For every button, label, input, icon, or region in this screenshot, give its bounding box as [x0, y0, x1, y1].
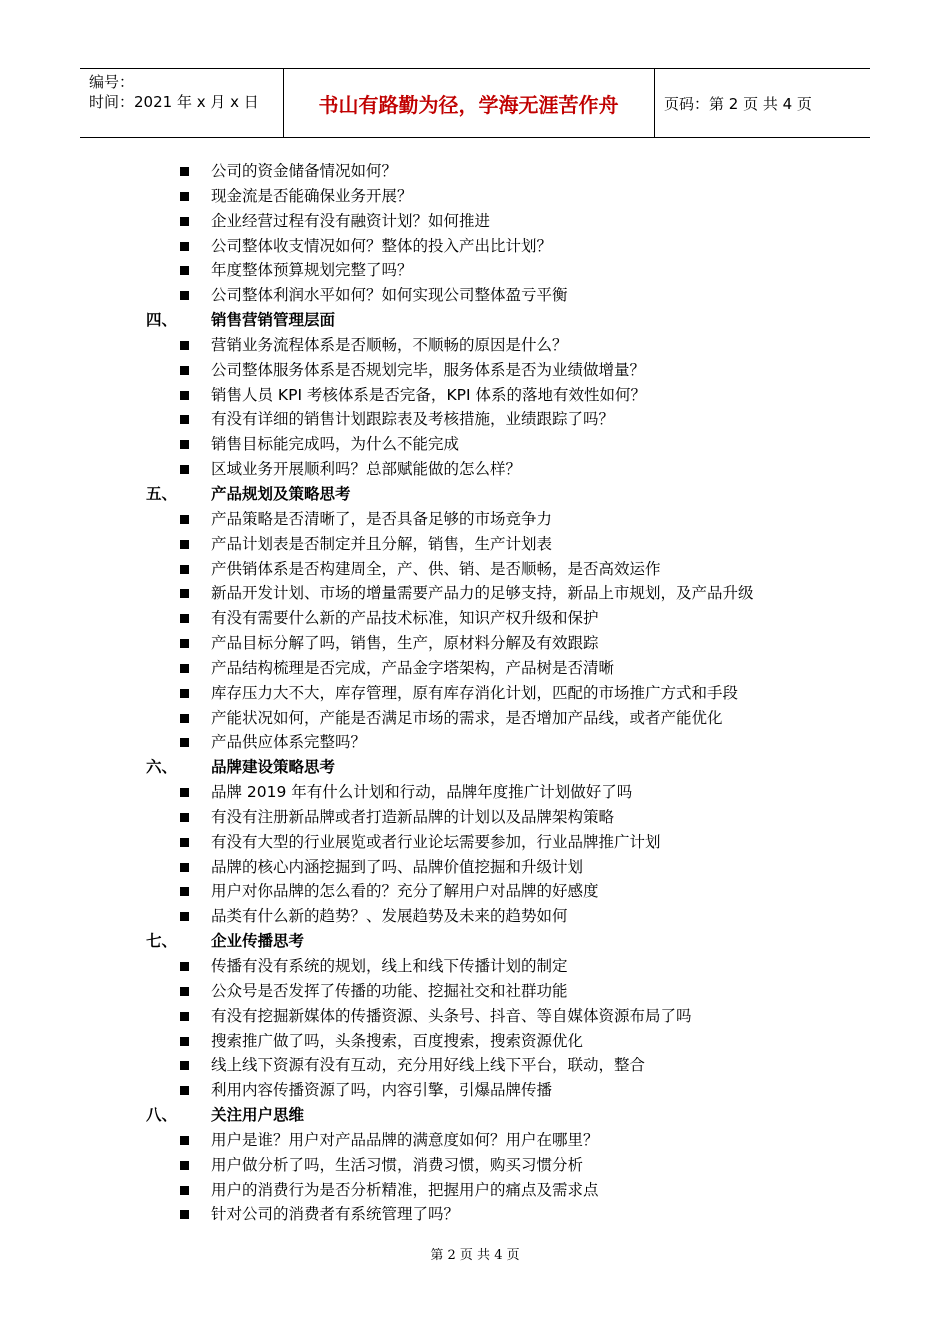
- square-bullet-icon: [180, 813, 189, 822]
- square-bullet-icon: [180, 863, 189, 872]
- square-bullet-icon: [180, 912, 189, 921]
- list-item-text: 产能状况如何，产能是否满足市场的需求，是否增加产品线，或者产能优化: [211, 708, 723, 727]
- list-item: [0, 879, 950, 904]
- square-bullet-icon: [180, 540, 189, 549]
- list-item-text: 产品供应体系完整吗？: [211, 733, 367, 752]
- list-item: [0, 333, 950, 358]
- list-item: [0, 1202, 950, 1227]
- motto: 书山有路勤为径，学海无涯苦作舟: [318, 93, 619, 117]
- list-item-text: 库存压力大不大，库存管理，原有库存消化计划，匹配的市场推广方式和手段: [211, 683, 739, 702]
- section-title: 企业传播思考: [211, 932, 305, 951]
- header-info-cell: [80, 69, 284, 137]
- page-info: 页码：第 2 页 共 4 页: [664, 95, 812, 113]
- square-bullet-icon: [180, 1210, 189, 1219]
- list-item: [0, 730, 950, 755]
- list-item: [0, 904, 950, 929]
- section-title: 销售营销管理层面: [211, 311, 336, 330]
- list-item: [0, 1128, 950, 1153]
- section-number: 六、: [146, 758, 178, 777]
- list-item: [0, 1178, 950, 1203]
- list-item-text: 销售目标能完成吗，为什么不能完成: [211, 435, 460, 454]
- date-label: 时间：2021 年 x 月 x 日: [89, 93, 259, 111]
- list-item-text: 产品目标分解了吗，销售，生产，原材料分解及有效跟踪: [211, 634, 599, 653]
- list-item: [0, 606, 950, 631]
- square-bullet-icon: [180, 788, 189, 797]
- list-item-text: 品牌的核心内涵挖掘到了吗、品牌价值挖掘和升级计划: [211, 857, 584, 876]
- list-item: [0, 681, 950, 706]
- square-bullet-icon: [180, 440, 189, 449]
- list-item: [0, 1029, 950, 1054]
- list-item: [0, 532, 950, 557]
- list-item-text: 品类有什么新的趋势？、发展趋势及未来的趋势如何: [211, 907, 568, 926]
- list-item-text: 产供销体系是否构建周全，产、供、销、是否顺畅，是否高效运作: [211, 559, 661, 578]
- square-bullet-icon: [180, 565, 189, 574]
- list-item-text: 用户做分析了吗，生活习惯，消费习惯，购买习惯分析: [211, 1155, 584, 1174]
- list-item-text: 年度整体预算规划完整了吗？: [211, 261, 413, 280]
- list-item-text: 线上线下资源有没有互动，充分用好线上线下平台，联动，整合: [211, 1056, 646, 1075]
- list-item-text: 企业经营过程有没有融资计划？如何推进: [211, 211, 491, 230]
- page-header: [80, 68, 870, 138]
- square-bullet-icon: [180, 1136, 189, 1145]
- list-item: [0, 1153, 950, 1178]
- header-motto-cell: [283, 69, 655, 137]
- list-item: [0, 184, 950, 209]
- list-item: [0, 631, 950, 656]
- square-bullet-icon: [180, 838, 189, 847]
- list-item: [0, 706, 950, 731]
- list-item: [0, 209, 950, 234]
- list-item: [0, 457, 950, 482]
- list-item-text: 产品结构梳理是否完成，产品金字塔架构，产品树是否清晰: [211, 658, 615, 677]
- square-bullet-icon: [180, 1012, 189, 1021]
- list-item-text: 有没有详细的销售计划跟踪表及考核措施，业绩跟踪了吗？: [211, 410, 615, 429]
- list-item-text: 品牌 2019 年有什么计划和行动，品牌年度推广计划做好了吗: [211, 783, 633, 802]
- section-number: 四、: [146, 311, 178, 330]
- square-bullet-icon: [180, 242, 189, 251]
- number-label: 编号：: [89, 73, 135, 91]
- section-title: 产品规划及策略思考: [211, 484, 351, 503]
- square-bullet-icon: [180, 664, 189, 673]
- list-item: [0, 159, 950, 184]
- list-item: [0, 855, 950, 880]
- square-bullet-icon: [180, 167, 189, 176]
- list-item: [0, 407, 950, 432]
- list-item: [0, 234, 950, 259]
- list-item-text: 公司整体服务体系是否规划完毕，服务体系是否为业绩做增量？: [211, 360, 646, 379]
- list-item-text: 区域业务开展顺利吗？总部赋能做的怎么样？: [211, 460, 522, 479]
- list-item-text: 有没有挖掘新媒体的传播资源、头条号、抖音、等自媒体资源布局了吗: [211, 1006, 692, 1025]
- list-item: [0, 1053, 950, 1078]
- list-item-text: 产品计划表是否制定并且分解，销售，生产计划表: [211, 534, 553, 553]
- list-item: [0, 258, 950, 283]
- square-bullet-icon: [180, 962, 189, 971]
- list-item: [0, 1078, 950, 1103]
- square-bullet-icon: [180, 415, 189, 424]
- header-page-cell: [655, 69, 870, 137]
- list-item: [0, 954, 950, 979]
- list-item-text: 搜索推广做了吗，头条搜索，百度搜索，搜索资源优化: [211, 1031, 584, 1050]
- list-item-text: 用户是谁？用户对产品品牌的满意度如何？用户在哪里？: [211, 1130, 599, 1149]
- section-title: 品牌建设策略思考: [211, 758, 336, 777]
- square-bullet-icon: [180, 614, 189, 623]
- page-footer: 第 2 页 共 4 页: [430, 1248, 520, 1263]
- square-bullet-icon: [180, 714, 189, 723]
- list-item: [0, 780, 950, 805]
- square-bullet-icon: [180, 391, 189, 400]
- list-item-text: 针对公司的消费者有系统管理了吗？: [211, 1205, 460, 1224]
- square-bullet-icon: [180, 987, 189, 996]
- square-bullet-icon: [180, 738, 189, 747]
- list-item-text: 用户对你品牌的怎么看的？充分了解用户对品牌的好感度: [211, 882, 599, 901]
- square-bullet-icon: [180, 291, 189, 300]
- square-bullet-icon: [180, 639, 189, 648]
- square-bullet-icon: [180, 1086, 189, 1095]
- list-item-text: 产品策略是否清晰了，是否具备足够的市场竞争力: [211, 509, 553, 528]
- list-item: [0, 805, 950, 830]
- square-bullet-icon: [180, 589, 189, 598]
- list-item: [0, 557, 950, 582]
- list-item: [0, 283, 950, 308]
- list-item-text: 有没有大型的行业展览或者行业论坛需要参加，行业品牌推广计划: [211, 832, 661, 851]
- square-bullet-icon: [180, 217, 189, 226]
- list-item: [0, 432, 950, 457]
- list-item-text: 利用内容传播资源了吗，内容引擎，引爆品牌传播: [211, 1081, 553, 1100]
- list-item: [0, 383, 950, 408]
- list-item-text: 公司整体收支情况如何？整体的投入产出比计划？: [211, 236, 553, 255]
- section-heading: [0, 1103, 950, 1128]
- square-bullet-icon: [180, 887, 189, 896]
- section-heading: [0, 308, 950, 333]
- list-item-text: 公司整体利润水平如何？如何实现公司整体盈亏平衡: [211, 286, 568, 305]
- list-item-text: 用户的消费行为是否分析精准，把握用户的痛点及需求点: [211, 1180, 599, 1199]
- section-heading: [0, 482, 950, 507]
- list-item-text: 有没有注册新品牌或者打造新品牌的计划以及品牌架构策略: [211, 807, 615, 826]
- list-item: [0, 979, 950, 1004]
- section-heading: [0, 755, 950, 780]
- section-heading: [0, 929, 950, 954]
- square-bullet-icon: [180, 1061, 189, 1070]
- square-bullet-icon: [180, 192, 189, 201]
- document-body: [0, 159, 950, 1227]
- list-item-text: 公众号是否发挥了传播的功能、挖掘社交和社群功能: [211, 981, 568, 1000]
- list-item-text: 现金流是否能确保业务开展？: [211, 186, 413, 205]
- section-number: 五、: [146, 484, 178, 503]
- square-bullet-icon: [180, 1186, 189, 1195]
- square-bullet-icon: [180, 689, 189, 698]
- list-item-text: 新品开发计划、市场的增量需要产品力的足够支持，新品上市规划，及产品升级: [211, 584, 754, 603]
- list-item: [0, 830, 950, 855]
- section-title: 关注用户思维: [211, 1106, 305, 1125]
- list-item: [0, 358, 950, 383]
- square-bullet-icon: [180, 465, 189, 474]
- list-item: [0, 1004, 950, 1029]
- list-item-text: 公司的资金储备情况如何？: [211, 162, 398, 180]
- square-bullet-icon: [180, 515, 189, 524]
- list-item: [0, 656, 950, 681]
- list-item-text: 传播有没有系统的规划，线上和线下传播计划的制定: [211, 957, 568, 975]
- section-number: 八、: [146, 1106, 178, 1125]
- list-item: [0, 581, 950, 606]
- square-bullet-icon: [180, 366, 189, 375]
- section-number: 七、: [146, 932, 178, 951]
- list-item-text: 销售人员 KPI 考核体系是否完备，KPI 体系的落地有效性如何？: [211, 385, 646, 404]
- square-bullet-icon: [180, 1161, 189, 1170]
- square-bullet-icon: [180, 1037, 189, 1046]
- list-item-text: 营销业务流程体系是否顺畅，不顺畅的原因是什么？: [211, 335, 568, 354]
- square-bullet-icon: [180, 341, 189, 350]
- list-item-text: 有没有需要什么新的产品技术标准，知识产权升级和保护: [211, 609, 599, 628]
- square-bullet-icon: [180, 266, 189, 275]
- list-item: [0, 507, 950, 532]
